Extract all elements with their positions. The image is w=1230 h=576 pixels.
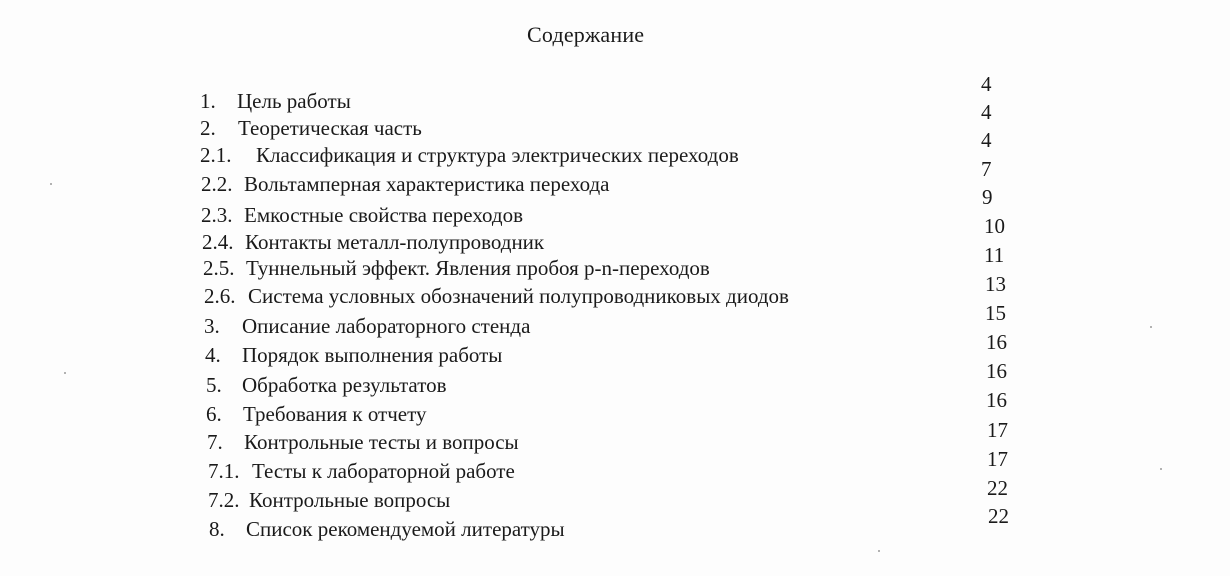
- page-number: 4: [981, 100, 992, 124]
- page-number: 22: [988, 504, 1009, 528]
- toc-entry-number: 6.: [206, 402, 222, 426]
- toc-entry-6: [206, 404, 427, 425]
- toc-entry-number: 2.5.: [203, 256, 235, 280]
- page-number: 4: [981, 72, 992, 96]
- toc-entry-label: Емкостные свойства переходов: [244, 203, 524, 227]
- toc-entry-label: Описание лабораторного стенда: [242, 314, 531, 338]
- page-title: Содержание: [527, 22, 645, 47]
- page-number: 16: [986, 330, 1007, 354]
- toc-entry-number: 2.3.: [201, 203, 233, 227]
- toc-entry-2: [200, 118, 422, 139]
- page-number: 7: [981, 157, 992, 181]
- toc-entry-label: Теоретическая часть: [238, 116, 422, 140]
- toc-entry-number: 7.: [207, 430, 223, 454]
- toc-entry-number: 7.1.: [208, 459, 240, 483]
- toc-entry-2-5: [203, 258, 710, 279]
- toc-entry-2-4: [202, 232, 544, 253]
- toc-entry-label: Классификация и структура электрических переходов: [256, 143, 739, 167]
- page-number: 17: [987, 447, 1008, 471]
- toc-entry-number: 5.: [206, 373, 222, 397]
- page-number: 11: [984, 243, 1005, 267]
- toc-entry-number: 4.: [205, 343, 221, 367]
- toc-entry-label: Требования к отчету: [243, 402, 427, 426]
- toc-entry-number: 2.4.: [202, 230, 234, 254]
- toc-entry-8: [209, 519, 565, 540]
- toc-entry-number: 8.: [209, 517, 225, 541]
- toc-entry-7-1: [208, 461, 515, 482]
- scan-speck: [50, 183, 52, 185]
- scan-speck: [64, 372, 66, 374]
- toc-entry-number: 3.: [204, 314, 220, 338]
- scan-speck: [878, 550, 880, 552]
- toc-entry-5: [206, 375, 447, 396]
- toc-entry-number: 2.: [200, 116, 216, 140]
- toc-entry-1: [200, 91, 351, 112]
- page-number: 15: [985, 301, 1006, 325]
- toc-entry-label: Туннельный эффект. Явления пробоя p-n-переходов: [246, 256, 710, 280]
- toc-entry-label: Вольтамперная характеристика перехода: [244, 172, 610, 196]
- toc-entry-2-6: [204, 286, 789, 307]
- toc-entry-number: 7.2.: [208, 488, 240, 512]
- toc-entry-number: 2.1.: [200, 143, 232, 167]
- toc-entry-label: Контрольные тесты и вопросы: [244, 430, 519, 454]
- toc-entry-label: Цель работы: [237, 89, 351, 113]
- page-number: 13: [985, 272, 1006, 296]
- toc-entry-label: Система условных обозначений полупроводниковых диодов: [248, 284, 789, 308]
- toc-entry-2-1: [200, 145, 739, 166]
- toc-entry-label: Обработка результатов: [242, 373, 447, 397]
- page-number: 10: [984, 214, 1005, 238]
- toc-entry-label: Тесты к лабораторной работе: [252, 459, 515, 483]
- page-number: 4: [981, 128, 992, 152]
- scan-speck: [1160, 468, 1162, 470]
- toc-entry-label: Контрольные вопросы: [249, 488, 451, 512]
- toc-entry-number: 2.2.: [201, 172, 233, 196]
- page-number: 9: [982, 185, 993, 209]
- page-number: 22: [987, 476, 1008, 500]
- toc-entry-2-3: [201, 205, 523, 226]
- toc-entry-number: 2.6.: [204, 284, 236, 308]
- toc-entry-3: [204, 316, 530, 337]
- toc-entry-7-2: [208, 490, 450, 511]
- toc-entry-4: [205, 345, 502, 366]
- toc-entry-label: Контакты металл-полупроводник: [245, 230, 545, 254]
- page-number: 16: [986, 388, 1007, 412]
- page-number: 17: [987, 418, 1008, 442]
- toc-entry-7: [207, 432, 519, 453]
- page-number: 16: [986, 359, 1007, 383]
- toc-entry-2-2: [201, 174, 609, 195]
- scan-speck: [1150, 326, 1152, 328]
- toc-entry-label: Список рекомендуемой литературы: [246, 517, 565, 541]
- toc-entry-number: 1.: [200, 89, 216, 113]
- toc-entry-label: Порядок выполнения работы: [242, 343, 503, 367]
